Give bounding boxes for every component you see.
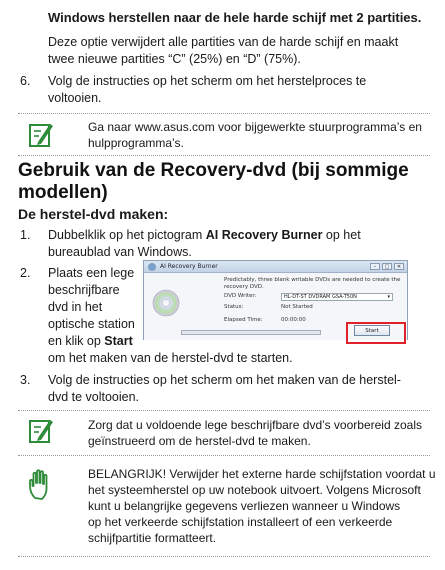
note-divider <box>18 155 430 156</box>
elapsed-label: Elapsed Time: <box>224 317 263 323</box>
chevron-down-icon: ▾ <box>387 294 390 300</box>
progress-bar <box>181 330 321 335</box>
warning-text: BELANGRIJK! Verwijder het externe harde schijfstation voordat u <box>88 467 436 481</box>
warning-text: het systeemherstel op uw notebook uitvoert. Volgens Microsoft <box>88 483 421 497</box>
section-subheading: Windows herstellen naar de hele harde schijf met 2 partities. <box>48 10 422 25</box>
writer-label: DVD Writer: <box>224 293 257 299</box>
step-text <box>48 333 133 349</box>
start-label-ref: Start <box>104 334 133 348</box>
step-text: voltooien. <box>48 91 102 105</box>
hand-stop-icon <box>27 468 55 506</box>
warning-text: kunt u belangrijke gegevens verliezen wanneer u Windows <box>88 499 401 513</box>
step-text-part: op het <box>322 228 361 242</box>
note-divider <box>18 556 430 557</box>
minimize-icon[interactable]: – <box>370 263 380 270</box>
note-pencil-icon <box>28 417 54 449</box>
note-divider <box>18 455 430 456</box>
program-name: AI Recovery Burner <box>205 228 323 242</box>
step-text: dvd in het <box>48 300 103 314</box>
start-button[interactable]: Start <box>354 325 390 336</box>
writer-select[interactable] <box>281 293 393 301</box>
step-text: beschrijfbare <box>48 283 120 297</box>
status-value: Not Started <box>281 304 313 310</box>
step-text-part: Dubbelklik op het pictogram <box>48 228 206 242</box>
status-label: Status: <box>224 304 244 310</box>
note-divider <box>18 113 430 114</box>
step-text: optische station <box>48 317 135 331</box>
step-text: Volg de instructies op het scherm om het herstelproces te <box>48 74 367 88</box>
step-number: 1. <box>20 228 31 242</box>
note-divider <box>18 410 430 411</box>
step-number: 6. <box>20 74 31 88</box>
note-text: geïnstrueerd om de herstel-dvd te maken. <box>88 434 311 448</box>
note-text: Ga naar www.asus.com voor bijgewerkte stuurprogramma’s en <box>88 120 422 134</box>
window-title: AI Recovery Burner <box>160 263 218 270</box>
app-icon <box>148 263 156 271</box>
section-desc-line: twee nieuwe partities “C” (25%) en “D” (75%). <box>48 52 301 66</box>
maximize-icon[interactable]: □ <box>382 263 392 270</box>
warning-text: op het verkeerde schijfstation installeert of een verkeerde <box>88 515 393 529</box>
dvd-disc-icon <box>152 289 180 321</box>
section-heading: modellen) <box>18 182 108 203</box>
step-text <box>48 227 361 243</box>
step-text-part: en klik op <box>48 334 105 348</box>
section-heading: Gebruik van de Recovery-dvd (bij sommige <box>18 160 409 181</box>
dialog-message: Predictably, three blank writable DVDs are needed to create the recovery DVD. <box>224 277 401 290</box>
section-subheading: De herstel-dvd maken: <box>18 206 169 222</box>
window-title-bar <box>144 261 407 273</box>
step-text: Volg de instructies op het scherm om het maken van de herstel- <box>48 373 401 387</box>
step-number: 2. <box>20 266 31 280</box>
step-text: bureaublad van Windows. <box>48 245 192 259</box>
note-text: Zorg dat u voldoende lege beschrijfbare dvd’s voorbereid zoals <box>88 418 422 432</box>
close-icon[interactable]: ✕ <box>394 263 404 270</box>
step-text: Plaats een lege <box>48 266 135 280</box>
step-number: 3. <box>20 373 31 387</box>
note-text: hulpprogramma’s. <box>88 136 184 150</box>
step-text: om het maken van de herstel-dvd te starten. <box>48 351 293 365</box>
elapsed-value: 00:00:00 <box>281 317 306 323</box>
note-pencil-icon <box>28 121 54 153</box>
step-text: dvd te voltooien. <box>48 390 140 404</box>
writer-value: HL-DT-ST DVDRAM GSA-T50N <box>284 294 357 300</box>
start-highlight-box <box>346 322 406 344</box>
warning-text: schijfpartitie formatteert. <box>88 531 217 545</box>
section-desc-line: Deze optie verwijdert alle partities van de harde schijf en maakt <box>48 35 399 49</box>
